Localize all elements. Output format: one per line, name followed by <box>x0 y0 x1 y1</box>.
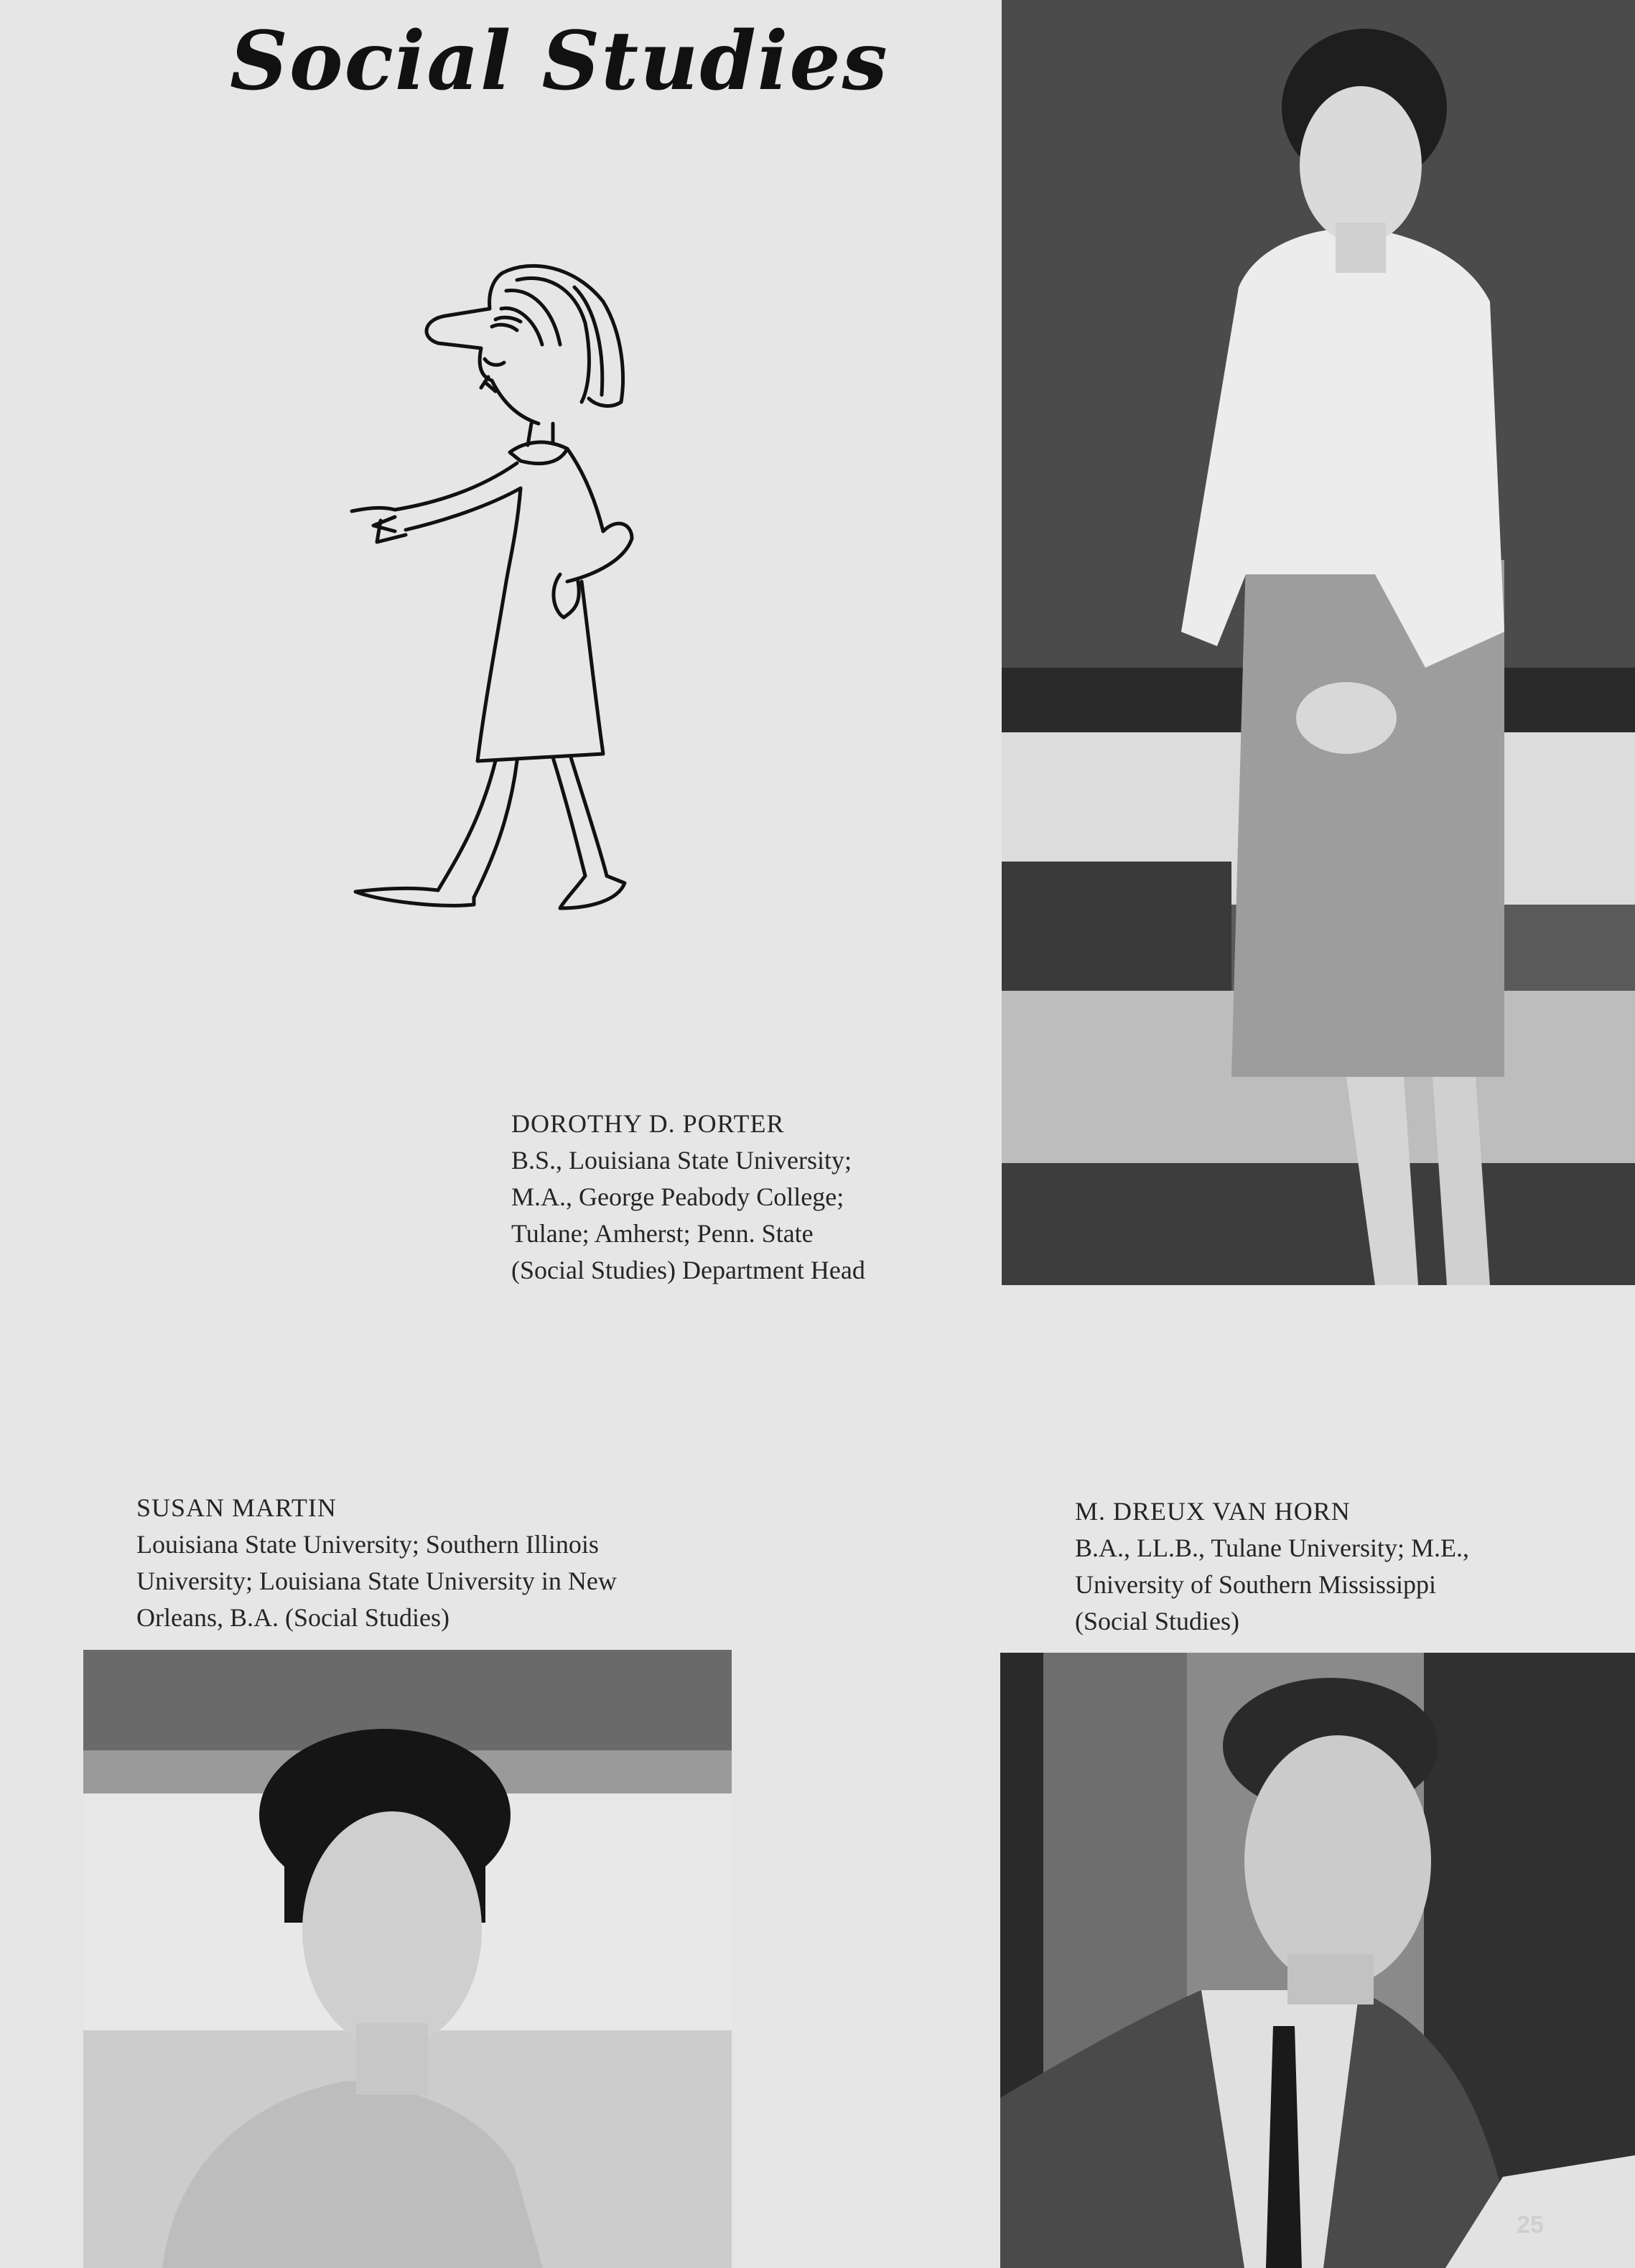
faculty-detail-line: (Social Studies) Department Head <box>511 1256 865 1284</box>
page-number: 25 <box>1517 2211 1544 2239</box>
faculty-caption-martin <box>136 1490 617 1636</box>
faculty-detail-line: University; Louisiana State University in New <box>136 1567 617 1595</box>
faculty-detail-line: Orleans, B.A. (Social Studies) <box>136 1603 449 1632</box>
portrait-photo-dorothy-porter <box>1002 0 1635 1285</box>
faculty-detail-line: M.A., George Peabody College; <box>511 1182 844 1211</box>
faculty-caption-porter <box>511 1106 865 1289</box>
faculty-detail-line: University of Southern Mississippi <box>1075 1570 1437 1599</box>
faculty-caption-van-horn <box>1075 1493 1469 1640</box>
faculty-name: SUSAN MARTIN <box>136 1493 337 1522</box>
faculty-detail-line: B.A., LL.B., Tulane University; M.E., <box>1075 1534 1470 1562</box>
faculty-detail-line: (Social Studies) <box>1075 1607 1239 1635</box>
page-title: Social Studies <box>230 14 889 108</box>
faculty-detail-line: Tulane; Amherst; Penn. State <box>511 1219 814 1248</box>
faculty-detail-line: B.S., Louisiana State University; <box>511 1146 852 1175</box>
faculty-name: DOROTHY D. PORTER <box>511 1109 785 1138</box>
faculty-name: M. DREUX VAN HORN <box>1075 1497 1351 1526</box>
portrait-photo-susan-martin <box>83 1650 732 2268</box>
faculty-detail-line: Louisiana State University; Southern Illinois <box>136 1530 599 1559</box>
teacher-caricature-drawing <box>337 258 653 941</box>
portrait-photo-dreux-van-horn <box>1000 1653 1635 2268</box>
